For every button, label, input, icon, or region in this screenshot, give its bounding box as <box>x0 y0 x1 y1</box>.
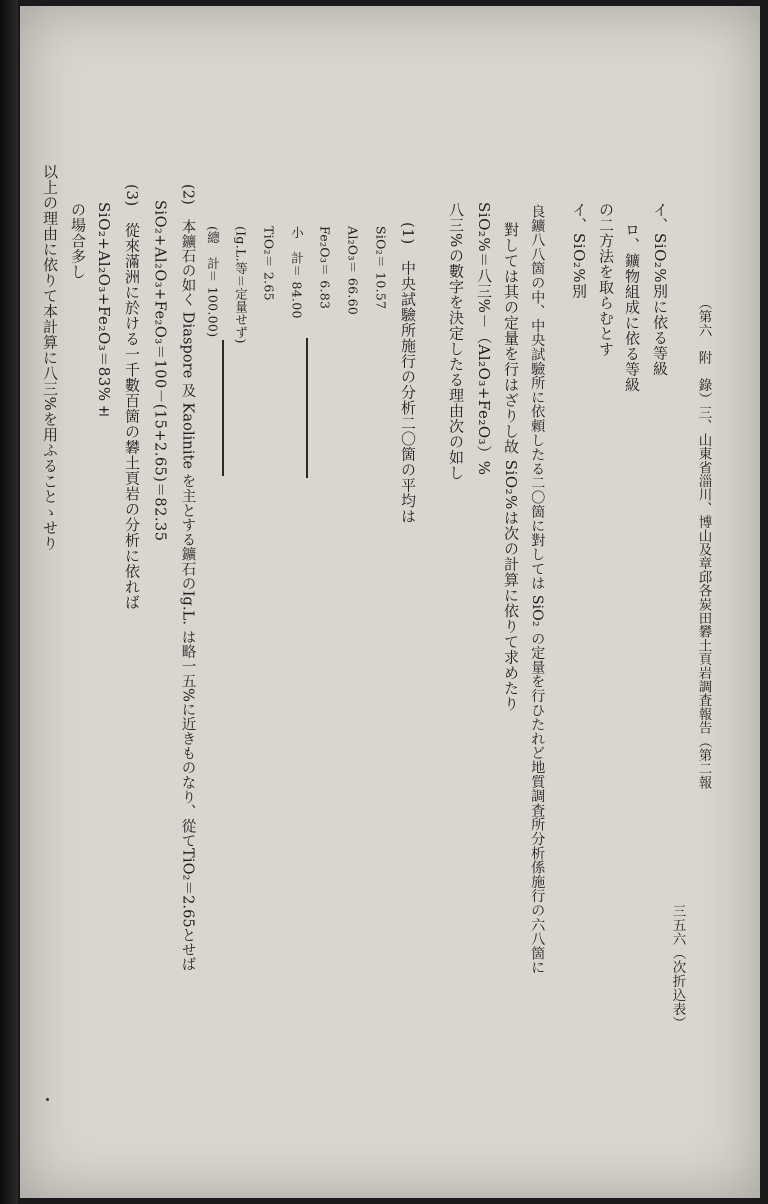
text-line-8: 八三%の數字を決定したる理由次の如し <box>447 202 465 481</box>
table-al2o3: Al₂O₃＝ 66.60 <box>345 226 361 316</box>
text-line-5: 良鑛八八箇の中、中央試驗所に依頼したる二〇箇に對しては SiO₂ の定量を行ひたれど地質調査所分析係施行の六八箇に <box>529 204 546 975</box>
table-tio2: TiO₂＝ 2.65 <box>261 226 277 301</box>
text-line-6: 對しては其の定量を行はざりし故 SiO₂%は次の計算に依りて求めたり <box>502 222 520 712</box>
text-line-12: (3) 從來滿洲に於ける一千數百箇の礬土頁岩の分析に依れば <box>123 184 141 610</box>
text-line-2: ロ、鑛物組成に依る等級 <box>623 222 641 393</box>
table-sio2: SiO₂＝ 10.57 <box>373 226 389 310</box>
binding-edge <box>0 0 18 1204</box>
running-header: （第六 附 錄）三、山東省淄川、博山及章邱各炭田礬土頁岩調査報告（第二報 <box>695 296 712 790</box>
text-line-1: イ、SiO₂%別に依る等級 <box>651 202 669 377</box>
page-number: 三五六（次折込表） <box>669 904 686 1030</box>
table-subtotal: 小 計＝ 84.00 <box>289 226 305 319</box>
table-total: (總 計＝ 100.00) <box>205 226 221 338</box>
text-line-14: の場合多し <box>69 202 87 280</box>
text-line-7-formula: SiO₂%＝八三%－（Al₂O₃+Fe₂O₃）% <box>475 202 493 476</box>
text-line-4: イ、SiO₂%別 <box>570 202 588 299</box>
text-line-9: (1) 中央試驗所施行の分析二〇箇の平均は <box>399 222 417 524</box>
scanned-page <box>20 6 760 1198</box>
text-line-10: (2) 本鑛石の如く Diaspore 及 Kaolinite を主とする鑛石のIg.L. は略一五%に近きものなり、從てTiO₂＝2.65とせば <box>179 184 196 972</box>
speck <box>46 1098 49 1101</box>
text-line-15: 以上の理由に依りて本計算に八三%を用ふることゝせり <box>41 164 59 551</box>
table-rule-top <box>306 338 308 478</box>
text-line-11-formula: SiO₂+Al₂O₃+Fe₂O₃＝100－(15+2.65)＝82.35 <box>151 200 168 542</box>
table-rule-bottom <box>222 340 224 476</box>
text-line-3: の二方法を取らむとす <box>597 202 615 357</box>
text-line-13-formula: SiO₂+Al₂O₃+Fe₂O₃＝83%± <box>95 202 113 421</box>
table-note: (Ig.L.等＝定量せず) <box>233 226 249 344</box>
table-fe2o3: Fe₂O₃＝ 6.83 <box>317 226 333 310</box>
